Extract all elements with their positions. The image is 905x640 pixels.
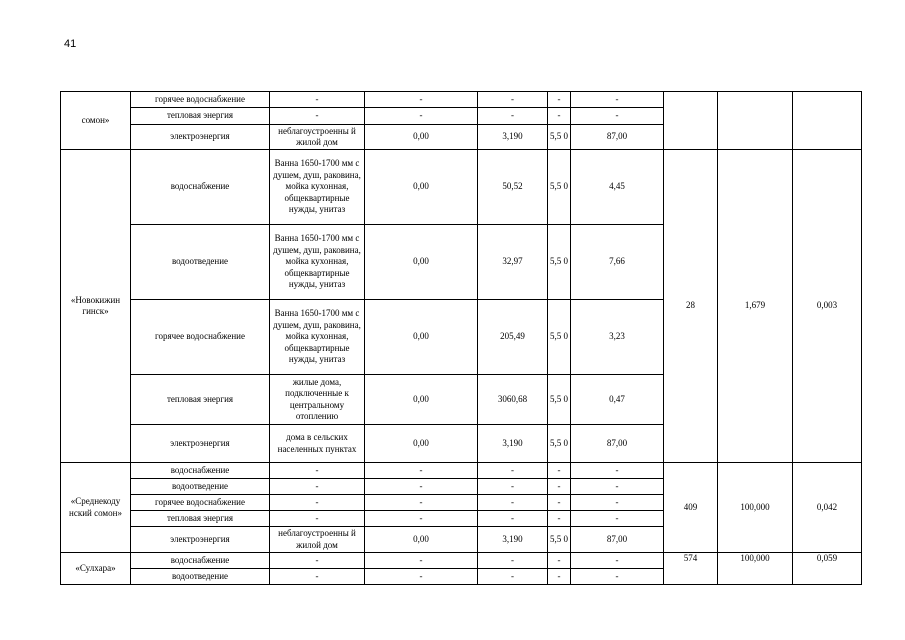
value-cell: - <box>365 479 478 495</box>
value-cell: 5,5 0 <box>548 225 571 300</box>
value-cell: - <box>478 92 548 108</box>
value-cell: - <box>365 569 478 585</box>
value-cell: 5,5 0 <box>548 300 571 375</box>
value-cell: - <box>571 463 664 479</box>
table-row <box>61 92 862 108</box>
value-cell: - <box>478 569 548 585</box>
service-cell: горячее водоснабжение <box>131 300 270 375</box>
table-row <box>61 463 862 479</box>
value-cell: - <box>478 108 548 125</box>
value-cell: - <box>365 463 478 479</box>
value-cell: - <box>478 479 548 495</box>
value-cell: 3,190 <box>478 425 548 463</box>
summary-cell <box>664 92 718 150</box>
value-cell: 0,00 <box>365 300 478 375</box>
service-cell: водоотведение <box>131 479 270 495</box>
service-cell: водоснабжение <box>131 553 270 569</box>
value-cell: 32,97 <box>478 225 548 300</box>
summary-cell: 0,059 <box>793 553 862 585</box>
settlement-cell: «Среднекоду нский сомон» <box>61 463 131 553</box>
value-cell: 5,5 0 <box>548 527 571 553</box>
object-cell: - <box>270 553 365 569</box>
value-cell: - <box>548 569 571 585</box>
object-cell: - <box>270 463 365 479</box>
value-cell: 0,00 <box>365 150 478 225</box>
object-cell: - <box>270 479 365 495</box>
summary-cell: 574 <box>664 553 718 585</box>
value-cell: - <box>548 479 571 495</box>
summary-cell: 28 <box>664 150 718 463</box>
summary-cell: 0,003 <box>793 150 862 463</box>
table-row <box>61 553 862 569</box>
value-cell: 5,5 0 <box>548 375 571 425</box>
value-cell: - <box>571 511 664 527</box>
value-cell: 5,5 0 <box>548 125 571 150</box>
value-cell: - <box>548 463 571 479</box>
summary-cell: 100,000 <box>718 463 793 553</box>
value-cell: - <box>478 553 548 569</box>
value-cell: - <box>365 92 478 108</box>
object-cell: неблагоустроенны й жилой дом <box>270 527 365 553</box>
value-cell: - <box>571 92 664 108</box>
value-cell: 0,00 <box>365 125 478 150</box>
value-cell: 0,00 <box>365 425 478 463</box>
service-cell: электроэнергия <box>131 125 270 150</box>
value-cell: - <box>548 92 571 108</box>
value-cell: 3060,68 <box>478 375 548 425</box>
value-cell: 87,00 <box>571 125 664 150</box>
value-cell: - <box>548 108 571 125</box>
service-cell: горячее водоснабжение <box>131 495 270 511</box>
object-cell: - <box>270 511 365 527</box>
tariff-table <box>60 91 862 585</box>
value-cell: 5,5 0 <box>548 425 571 463</box>
object-cell: Ванна 1650-1700 мм с душем, душ, раковина, мойка кухонная, общеквартирные нужды, унитаз <box>270 300 365 375</box>
summary-cell: 0,042 <box>793 463 862 553</box>
value-cell: 3,190 <box>478 125 548 150</box>
object-cell: - <box>270 92 365 108</box>
value-cell: - <box>571 479 664 495</box>
value-cell: - <box>548 511 571 527</box>
value-cell: 0,47 <box>571 375 664 425</box>
value-cell: 50,52 <box>478 150 548 225</box>
value-cell: - <box>478 463 548 479</box>
value-cell: - <box>571 495 664 511</box>
value-cell: - <box>365 511 478 527</box>
object-cell: Ванна 1650-1700 мм с душем, душ, раковина, мойка кухонная, общеквартирные нужды, унитаз <box>270 225 365 300</box>
value-cell: - <box>571 553 664 569</box>
page-number: 41 <box>64 38 77 50</box>
value-cell: - <box>571 569 664 585</box>
value-cell: 87,00 <box>571 425 664 463</box>
value-cell: - <box>571 108 664 125</box>
value-cell: 3,190 <box>478 527 548 553</box>
value-cell: - <box>365 553 478 569</box>
value-cell: 4,45 <box>571 150 664 225</box>
object-cell: - <box>270 495 365 511</box>
service-cell: тепловая энергия <box>131 108 270 125</box>
service-cell: водоснабжение <box>131 150 270 225</box>
object-cell: жилые дома, подключенные к центральному отоплению <box>270 375 365 425</box>
object-cell: неблагоустроенны й жилой дом <box>270 125 365 150</box>
object-cell: дома в сельских населенных пунктах <box>270 425 365 463</box>
value-cell: - <box>548 553 571 569</box>
value-cell: - <box>365 495 478 511</box>
service-cell: тепловая энергия <box>131 511 270 527</box>
service-cell: горячее водоснабжение <box>131 92 270 108</box>
value-cell: - <box>365 108 478 125</box>
table-row <box>61 150 862 225</box>
value-cell: 0,00 <box>365 527 478 553</box>
summary-cell <box>718 92 793 150</box>
value-cell: 7,66 <box>571 225 664 300</box>
value-cell: 0,00 <box>365 225 478 300</box>
value-cell: 3,23 <box>571 300 664 375</box>
value-cell: - <box>478 511 548 527</box>
service-cell: водоотведение <box>131 225 270 300</box>
settlement-cell: «Новокижин гинск» <box>61 150 131 463</box>
service-cell: электроэнергия <box>131 527 270 553</box>
object-cell: - <box>270 108 365 125</box>
summary-cell: 1,679 <box>718 150 793 463</box>
value-cell: - <box>478 495 548 511</box>
value-cell: 5,5 0 <box>548 150 571 225</box>
object-cell: - <box>270 569 365 585</box>
service-cell: водоснабжение <box>131 463 270 479</box>
value-cell: 0,00 <box>365 375 478 425</box>
object-cell: Ванна 1650-1700 мм с душем, душ, раковина, мойка кухонная, общеквартирные нужды, унитаз <box>270 150 365 225</box>
value-cell: 205,49 <box>478 300 548 375</box>
value-cell: 87,00 <box>571 527 664 553</box>
service-cell: тепловая энергия <box>131 375 270 425</box>
summary-cell <box>793 92 862 150</box>
summary-cell: 100,000 <box>718 553 793 585</box>
value-cell: - <box>548 495 571 511</box>
service-cell: электроэнергия <box>131 425 270 463</box>
settlement-cell: «Сулхара» <box>61 553 131 585</box>
summary-cell: 409 <box>664 463 718 553</box>
settlement-cell: сомон» <box>61 92 131 150</box>
service-cell: водоотведение <box>131 569 270 585</box>
